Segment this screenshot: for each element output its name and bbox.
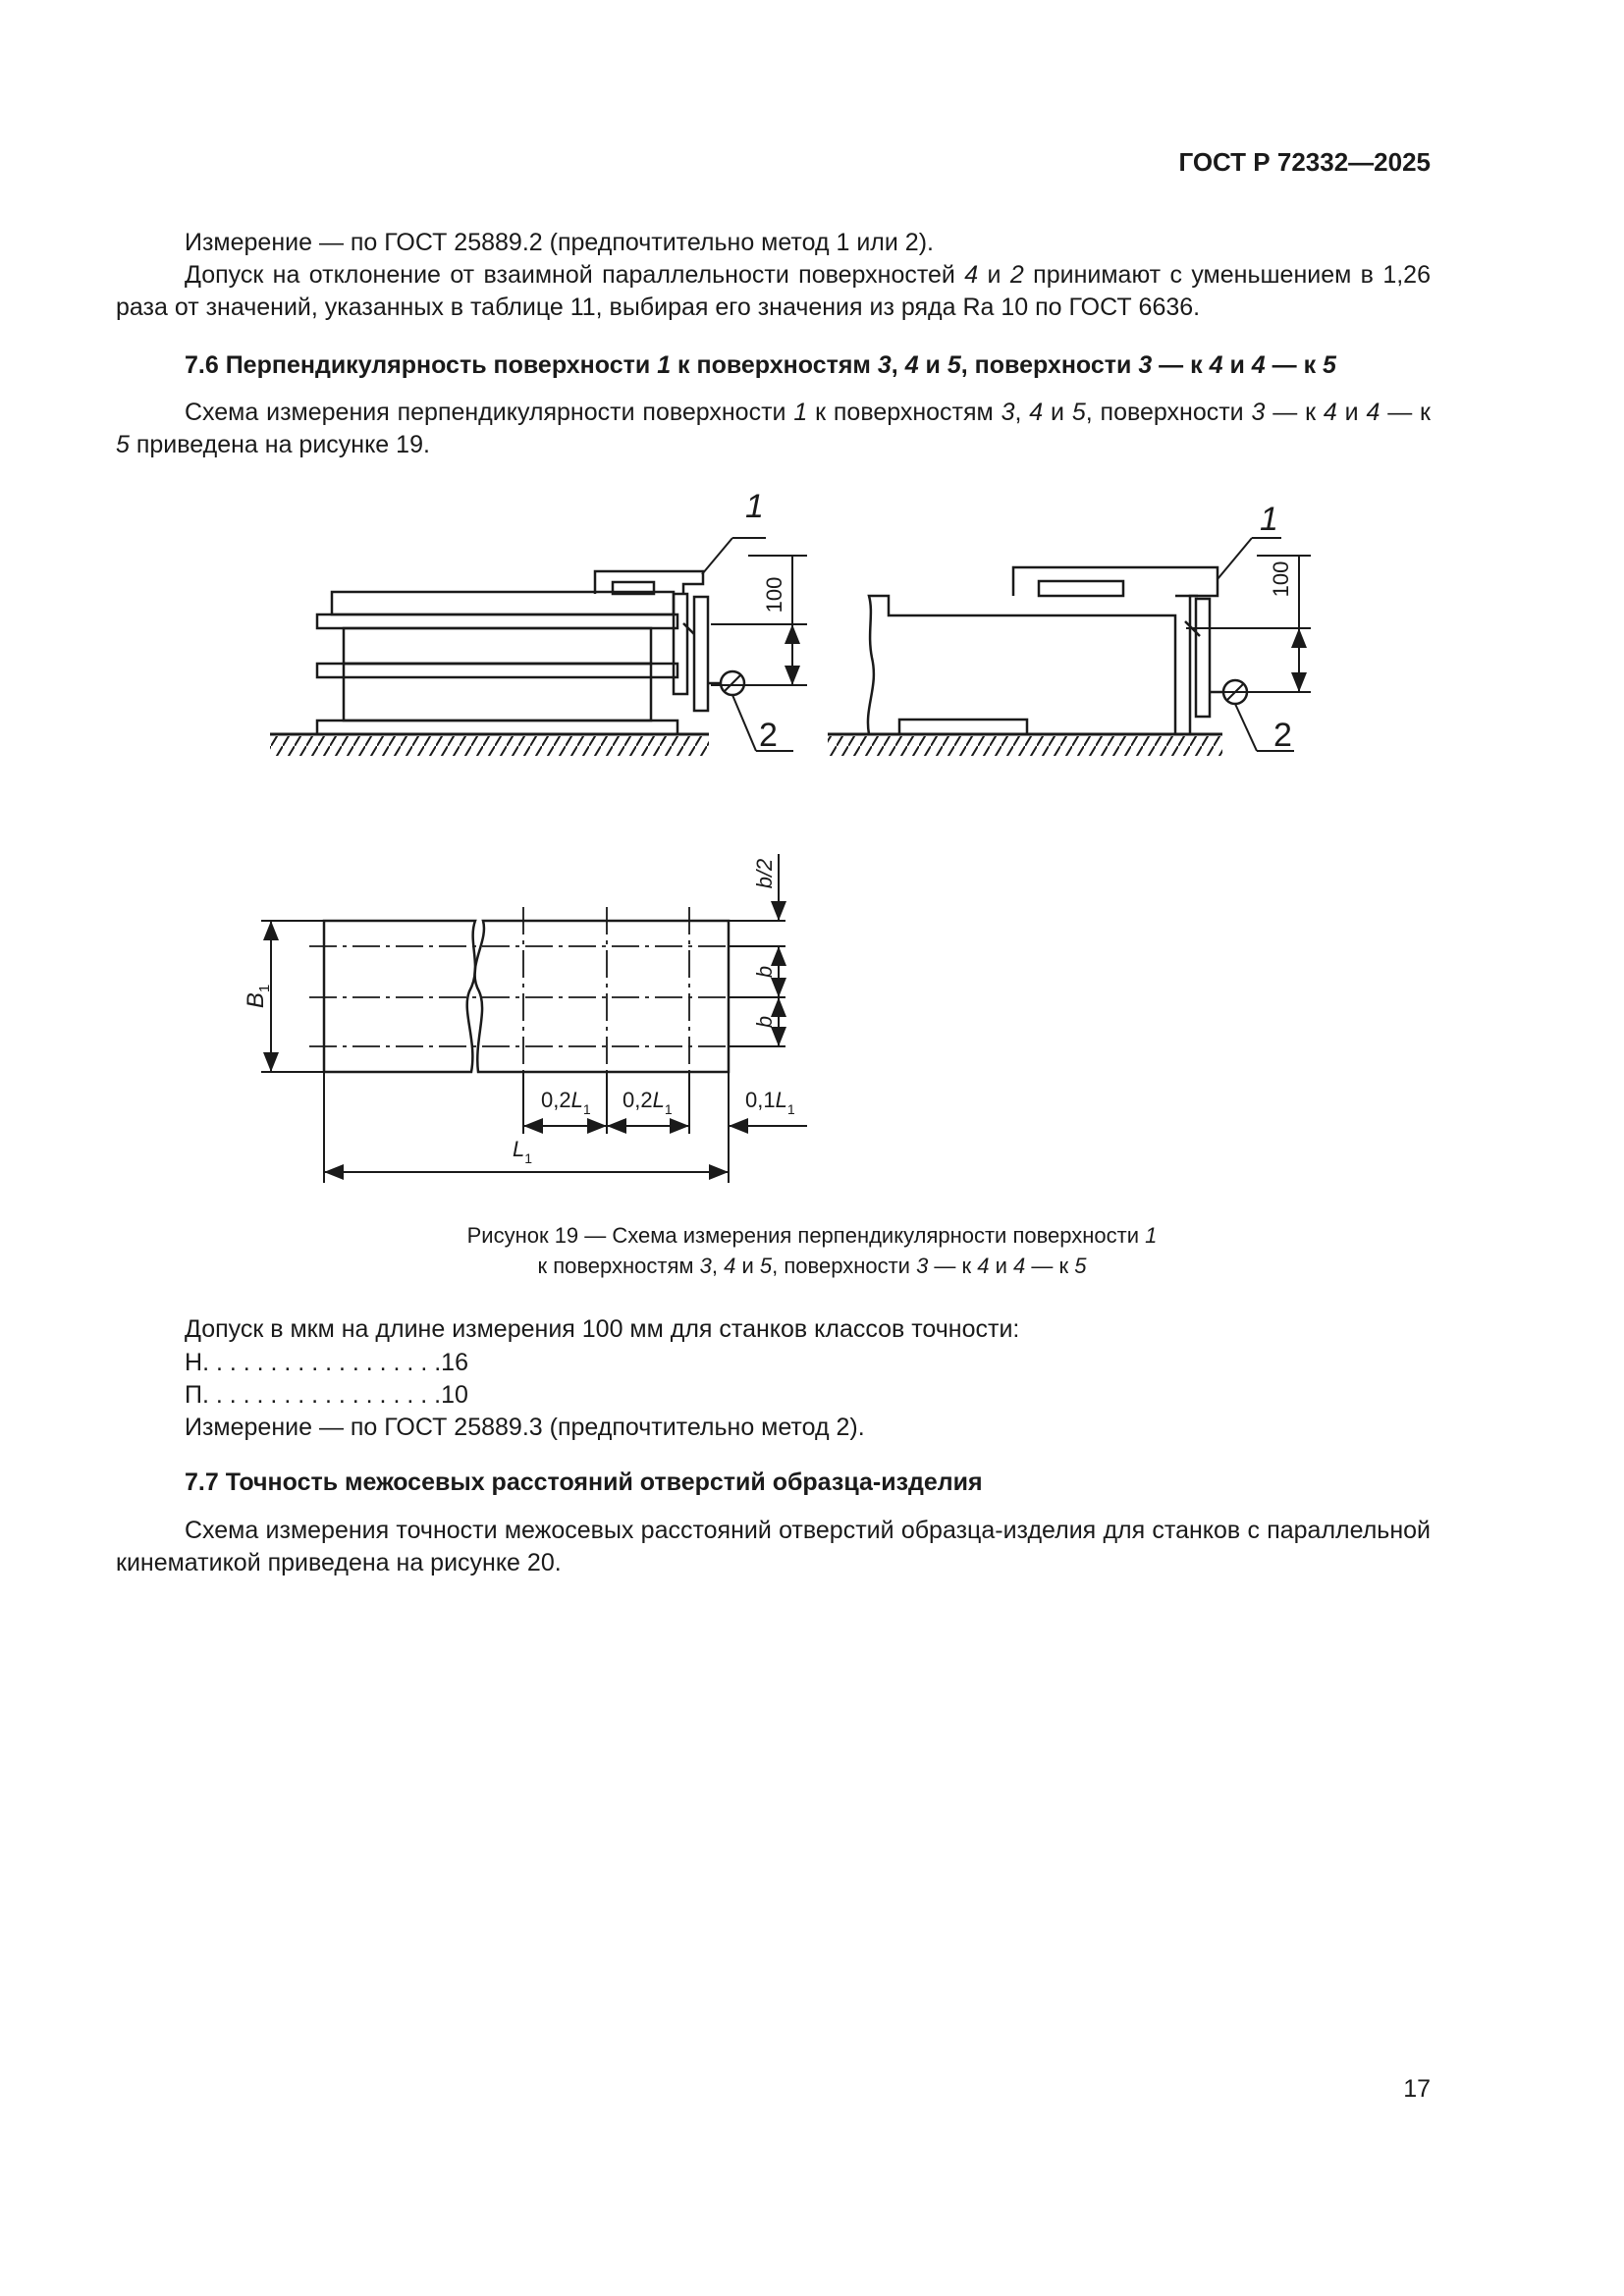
- left-dim-100: 100: [762, 576, 786, 614]
- left-setup-diagram: [270, 538, 807, 756]
- tolerance-row-P: П. . . . . . . . . . . . . . . . . .10: [185, 1381, 468, 1409]
- hole-distance-paragraph: Схема измерения точности межосевых расстояний отверстий образца-изделия для станков с параллельной кинематикой приведена на рисунке 20.: [116, 1517, 1431, 1576]
- left-label-1: 1: [745, 488, 764, 525]
- right-setup-diagram: [828, 538, 1311, 756]
- dim-01L1: $0,1L_1$: [745, 1088, 795, 1117]
- figure-caption-line-2: к поверхностям 3, 4 и 5, поверхности 3 — к 4 и 4 — к 5: [537, 1254, 1087, 1278]
- dim-b-2: b: [752, 1015, 777, 1029]
- dim-02L1-b: $0,2L_1$: [623, 1088, 673, 1117]
- left-label-2: 2: [759, 717, 778, 754]
- figure-caption-line-1: Рисунок 19 — Схема измерения перпендикулярности поверхности 1: [466, 1223, 1158, 1248]
- dim-b-half: b/2: [752, 858, 777, 889]
- dim-b-1: b: [752, 965, 777, 979]
- bottom-measurement-grid-diagram: [261, 854, 807, 1183]
- tolerance-row-H: Н. . . . . . . . . . . . . . . . . .16: [185, 1349, 468, 1376]
- right-label-1: 1: [1260, 501, 1278, 538]
- tolerance-intro: Допуск в мкм на длине измерения 100 мм для станков классов точности:: [185, 1315, 1020, 1343]
- tolerance-measure: Измерение — по ГОСТ 25889.3 (предпочтительно метод 2).: [185, 1414, 865, 1441]
- tolerance-paragraph: Допуск на отклонение от взаимной параллельности поверхностей 4 и 2 принимают с уменьшением в 1,26 раза от значений, указанных в таблице 11, выбирая его значения из ряда Ra 10 по ГОСТ 6636.: [116, 261, 1431, 321]
- dim-L1: $L_1$: [513, 1137, 533, 1166]
- dim-02L1-a: $0,2L_1$: [541, 1088, 591, 1117]
- measurement-line: Измерение — по ГОСТ 25889.2 (предпочтительно метод 1 или 2).: [185, 229, 934, 256]
- section-heading-7-7: 7.7 Точность межосевых расстояний отверстий образца-изделия: [185, 1468, 983, 1496]
- right-dim-100: 100: [1269, 561, 1293, 598]
- scheme-paragraph: Схема измерения перпендикулярности поверхности 1 к поверхностям 3, 4 и 5, поверхности 3 — к 4 и 4 — к 5 приведена на рисунке 19.: [116, 399, 1431, 458]
- page-number: 17: [1403, 2075, 1431, 2103]
- document-code: ГОСТ Р 72332—2025: [1178, 147, 1431, 177]
- section-heading-7-6: 7.6 Перпендикулярность поверхности 1 к поверхностям 3, 4 и 5, поверхности 3 — к 4 и 4 — к 5: [185, 351, 1336, 379]
- dim-B1: $B_1$: [243, 984, 273, 1009]
- right-label-2: 2: [1273, 717, 1292, 754]
